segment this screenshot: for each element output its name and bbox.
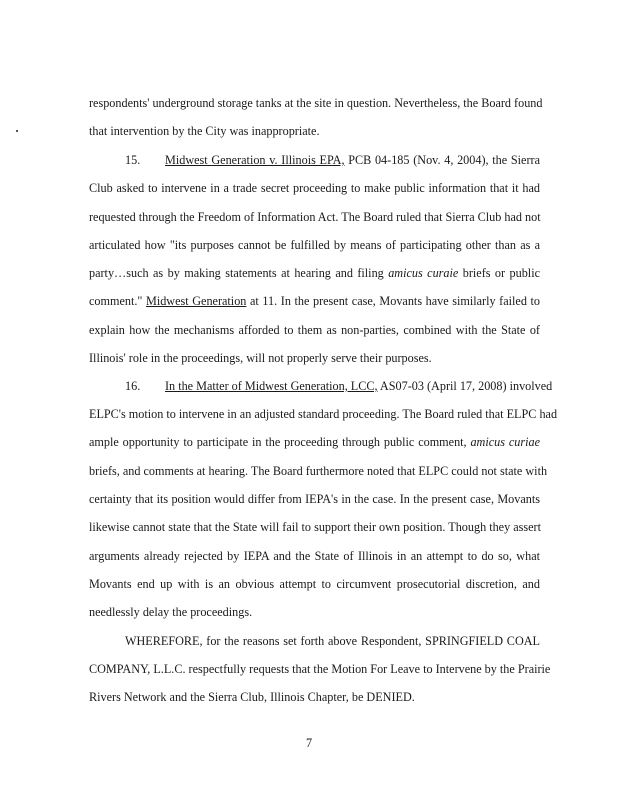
paragraph-15-line-3: requested through the Freedom of Information Act. The Board ruled that Sierra Club had not: [89, 210, 541, 224]
paragraph-16-line-8: Movants end up with is an obvious attempt to circumvent prosecutorial discretion, and: [89, 577, 540, 591]
scan-speck: [16, 130, 18, 132]
paragraph-15-short-cite: Midwest Generation: [145, 294, 247, 308]
paragraph-15-case-title: Midwest Generation v. Illinois EPA,: [165, 153, 345, 167]
paragraph-16-line-3: [89, 435, 540, 450]
page-number: 7: [305, 736, 313, 750]
paragraph-16-line-3-start: ample opportunity to participate in the proceeding through public comment,: [89, 435, 471, 449]
paragraph-16-case-title: In the Matter of Midwest Generation, LCC,: [165, 379, 378, 393]
paragraph-15-line-4: articulated how "its purposes cannot be fulfilled by means of participating other than as a: [89, 238, 540, 252]
conclusion-line-2: COMPANY, L.L.C. respectfully requests that the Motion For Leave to Intervene by the Prairie: [89, 662, 551, 676]
paragraph-15-line-7: explain how the mechanisms afforded to them as non-parties, combined with the State of: [89, 323, 540, 337]
paragraph-15-line-8: Illinois' role in the proceedings, will not properly serve their purposes.: [89, 351, 432, 365]
paragraph-15-line-2: Club asked to intervene in a trade secret proceeding to make public information that it had: [89, 181, 540, 195]
paragraph-16-line-1: [125, 379, 553, 394]
paragraph-15-line-6-start: comment.": [89, 294, 146, 308]
paragraph-16-line-9: needlessly delay the proceedings.: [89, 605, 253, 619]
conclusion-line-1: WHEREFORE, for the reasons set forth above Respondent, SPRINGFIELD COAL: [125, 634, 540, 648]
paragraph-15-line-1-rest: PCB 04-185 (Nov. 4, 2004), the Sierra: [344, 153, 540, 167]
paragraph-16-line-6: likewise cannot state that the State will fail to support their own position. Though they assert: [89, 520, 541, 534]
paragraph-15-line-5-end: briefs or public: [458, 266, 540, 280]
paragraph-15-line-5: [89, 266, 540, 281]
paragraph-16-line-7: arguments already rejected by IEPA and the State of Illinois in an attempt to do so, what: [89, 549, 540, 563]
amicus-curiae-term: amicus curiae: [470, 435, 540, 449]
continuation-line-2: that intervention by the City was inappropriate.: [89, 124, 320, 138]
conclusion-line-3: Rivers Network and the Sierra Club, Illinois Chapter, be DENIED.: [89, 690, 415, 704]
paragraph-15-line-6-end: at 11. In the present case, Movants have similarly failed to: [246, 294, 541, 308]
paragraph-16-line-1-rest: AS07-03 (April 17, 2008) involved: [377, 379, 553, 393]
paragraph-16-number: 16.: [125, 379, 141, 393]
paragraph-16-line-2: ELPC's motion to intervene in an adjusted standard proceeding. The Board ruled that ELPC had: [89, 407, 558, 421]
paragraph-15-line-1: [125, 153, 540, 168]
amicus-curaie-term: amicus curaie: [388, 266, 459, 280]
paragraph-16-line-5: certainty that its position would differ from IEPA's in the case. In the present case, Movants: [89, 492, 540, 506]
paragraph-15-line-6: [89, 294, 540, 309]
paragraph-15-number: 15.: [125, 153, 141, 167]
continuation-line-1: respondents' underground storage tanks at the site in question. Nevertheless, the Board found: [89, 96, 543, 110]
paragraph-16-line-4: briefs, and comments at hearing. The Board furthermore noted that ELPC could not state with: [89, 464, 548, 478]
paragraph-15-line-5-start: party…such as by making statements at hearing and filing: [89, 266, 389, 280]
